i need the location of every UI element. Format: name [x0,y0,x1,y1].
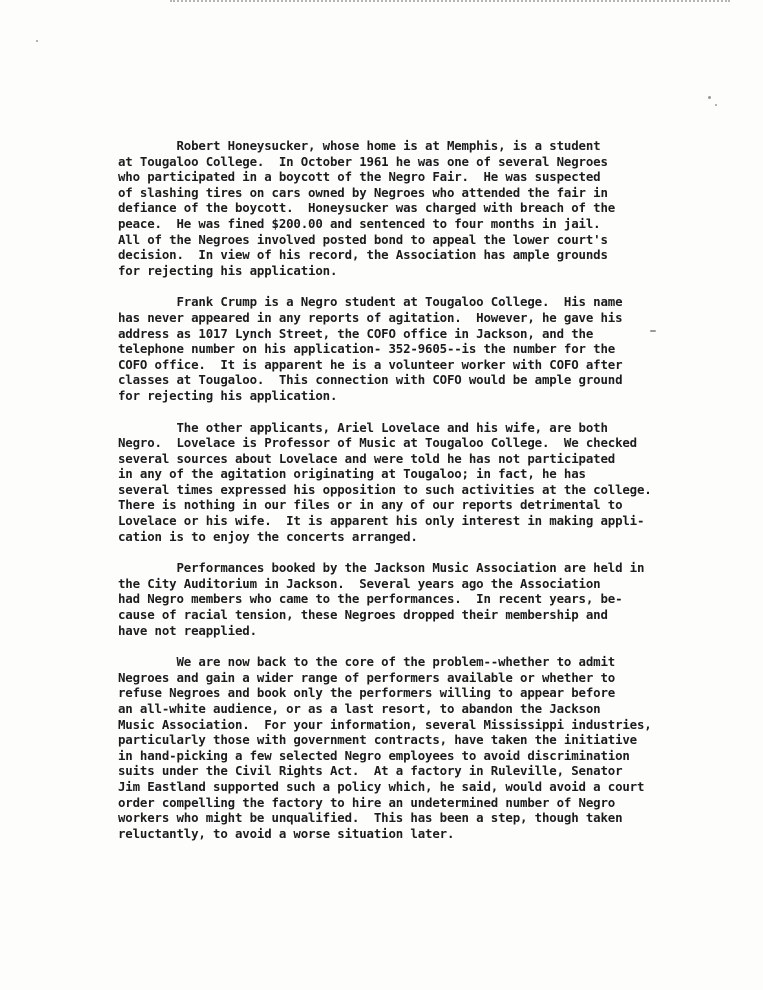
text-line: COFO office. It is apparent he is a volunteer worker with COFO after [118,356,623,372]
text-line: address as 1017 Lynch Street, the COFO office in Jackson, and the [118,325,594,341]
text-line: peace. He was fined $200.00 and sentenced to four months in jail. [118,215,601,231]
text-line: who participated in a boycott of the Negro Fair. He was suspected [118,169,601,185]
paragraph-2 [118,294,648,403]
text-line: several sources about Lovelace and were told he has not participated [118,450,616,466]
text-line: reluctantly, to avoid a worse situation later. [118,825,455,841]
paragraph-3 [118,419,652,545]
text-line: refuse Negroes and book only the performers willing to appear before [118,685,616,701]
paragraph-1 [118,138,648,278]
text-line: suits under the Civil Rights Act. At a factory in Ruleville, Senator [118,763,623,779]
scan-speck [708,96,711,99]
text-line: in hand-picking a few selected Negro employees to avoid discrimination [118,747,630,763]
text-line: All of the Negroes involved posted bond to appeal the lower court's [118,231,608,247]
text-line: Negro. Lovelace is Professor of Music at Tougaloo College. We checked [118,435,637,451]
text-line: for rejecting his application. [118,387,338,403]
text-line: Robert Honeysucker, whose home is at Memphis, is a student [118,138,601,153]
text-line: particularly those with government contracts, have taken the initiative [118,732,637,748]
text-line: had Negro members who came to the performances. In recent years, be- [118,591,623,607]
text-line: cation is to enjoy the concerts arranged. [118,528,418,544]
text-line: There is nothing in our files or in any of our reports detrimental to [118,497,623,513]
text-line: defiance of the boycott. Honeysucker was charged with breach of the [118,200,616,216]
text-line: at Tougaloo College. In October 1961 he was one of several Negroes [118,153,608,169]
text-line: Frank Crump is a Negro student at Tougaloo College. His name [118,294,623,310]
paragraph-4 [118,560,648,638]
text-line: of slashing tires on cars owned by Negroes who attended the fair in [118,184,608,200]
text-line: cause of racial tension, these Negroes dropped their membership and [118,607,608,623]
letter-body [118,138,652,857]
text-line: have not reapplied. [118,622,257,638]
paragraph-5 [118,654,652,841]
text-line: Performances booked by the Jackson Music Association are held in [118,560,645,576]
text-line: Music Association. For your information, several Mississippi industries, [118,716,652,732]
scan-speck [650,330,656,332]
text-line: decision. In view of his record, the Association has ample grounds [118,247,608,263]
text-line: workers who might be unqualified. This has been a step, though taken [118,810,623,826]
text-line: the City Auditorium in Jackson. Several years ago the Association [118,575,601,591]
text-line: The other applicants, Ariel Lovelace and his wife, are both [118,419,608,435]
text-line: an all-white audience, or as a last resort, to abandon the Jackson [118,701,601,716]
text-line: Negroes and gain a wider range of performers available or whether to [118,669,616,685]
top-edge-mark [170,0,730,5]
text-line: has never appeared in any reports of agitation. However, he gave his [118,309,623,325]
text-line: classes at Tougaloo. This connection with COFO would be ample ground [118,372,623,388]
text-line: We are now back to the core of the problem--whether to admit [118,654,616,670]
text-line: order compelling the factory to hire an undetermined number of Negro [118,794,616,810]
text-line: telephone number on his application- 352-9605--is the number for the [118,341,616,357]
scan-speck [36,40,38,42]
text-line: several times expressed his opposition to such activities at the college. [118,481,652,497]
scan-speck [715,104,717,106]
text-line: Jim Eastland supported such a policy which, he said, would avoid a court [118,778,645,794]
text-line: in any of the agitation originating at Tougaloo; in fact, he has [118,466,586,482]
text-line: for rejecting his application. [118,262,338,278]
text-line: Lovelace or his wife. It is apparent his only interest in making appli- [118,513,645,529]
